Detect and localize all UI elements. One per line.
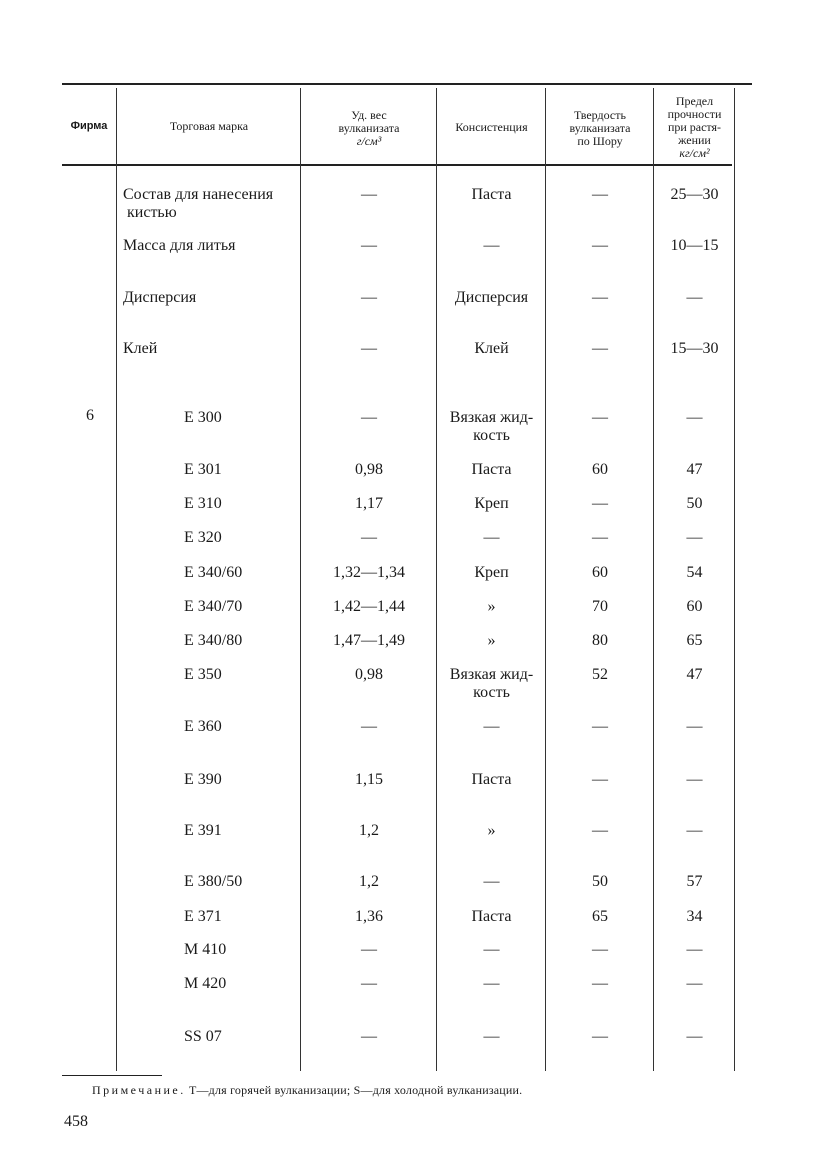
table-row-hardness: — <box>592 186 608 203</box>
header-hardness: Твердость вулканизата по Шору <box>569 108 631 148</box>
table-row-brand: Клей <box>123 340 158 357</box>
table-row-consistency: » <box>487 632 496 649</box>
table-row-hardness: — <box>592 289 608 306</box>
table-row-strength: — <box>686 975 703 992</box>
table-row-density: 1,36 <box>355 908 383 925</box>
table-row-hardness: 65 <box>592 908 608 925</box>
table-row-density: — <box>361 529 377 546</box>
table-row-brand: E 380/50 <box>184 873 243 890</box>
table-row-consistency: Вязкая жид- кость <box>449 409 534 444</box>
table-row-consistency: — <box>483 975 500 992</box>
table-row-density: 1,17 <box>355 495 383 512</box>
table-row-density: 1,2 <box>359 822 379 839</box>
table-row-consistency: Паста <box>471 186 512 203</box>
table-row-brand: E 390 <box>184 771 222 788</box>
table-row-hardness: — <box>592 975 608 992</box>
column-divider <box>653 88 654 1071</box>
table-row-density: — <box>361 186 377 203</box>
table-row-brand: E 340/80 <box>184 632 243 649</box>
table-row-density: — <box>361 409 377 426</box>
table-row-consistency: Дисперсия <box>454 289 529 306</box>
table-row-brand: E 310 <box>184 495 222 512</box>
table-row-density: 1,32—1,34 <box>333 564 405 581</box>
table-row-density: 1,2 <box>359 873 379 890</box>
table-row-density: — <box>361 941 377 958</box>
column-divider <box>116 88 117 1071</box>
table-row-consistency: — <box>483 941 500 958</box>
table-row-hardness: — <box>592 1028 608 1045</box>
table-row-strength: 47 <box>686 461 703 478</box>
table-row-strength: 60 <box>686 598 703 615</box>
table-row-hardness: — <box>592 941 608 958</box>
table-row-brand: Масса для литья <box>123 237 236 254</box>
table-row-consistency: Паста <box>471 771 512 788</box>
table-top-rule <box>62 83 752 85</box>
table-row-hardness: 60 <box>592 461 608 478</box>
table-row-hardness: — <box>592 822 608 839</box>
table-row-brand: E 340/60 <box>184 564 243 581</box>
table-row-strength: 57 <box>686 873 703 890</box>
table-row-brand: Состав для нанесения кистью <box>123 186 274 221</box>
table-row-hardness: 60 <box>592 564 608 581</box>
table-row-consistency: Паста <box>471 908 512 925</box>
table-row-brand: E 371 <box>184 908 222 925</box>
table-row-brand: E 300 <box>184 409 222 426</box>
table-row-hardness: 70 <box>592 598 608 615</box>
firm-value: 6 <box>86 407 94 424</box>
header-consistency: Консистенция <box>455 120 528 134</box>
table-row-density: 1,15 <box>355 771 383 788</box>
page-number: 458 <box>64 1113 88 1130</box>
table-row-consistency: — <box>483 1028 500 1045</box>
table-row-strength: 34 <box>686 908 703 925</box>
table-row-brand: Дисперсия <box>123 289 197 306</box>
table-row-consistency: Креп <box>474 564 509 581</box>
table-row-density: — <box>361 340 377 357</box>
table-row-consistency: Паста <box>471 461 512 478</box>
table-row-strength: 15—30 <box>670 340 719 357</box>
table-row-brand: E 360 <box>184 718 222 735</box>
table-row-brand: SS 07 <box>184 1028 222 1045</box>
table-row-density: 1,42—1,44 <box>333 598 405 615</box>
table-row-hardness: — <box>592 340 608 357</box>
table-row-strength: 54 <box>686 564 703 581</box>
header-bottom-rule <box>62 164 732 166</box>
table-row-strength: — <box>686 289 703 306</box>
table-row-strength: 47 <box>686 666 703 683</box>
header-brand: Торговая марка <box>169 119 249 133</box>
table-row-consistency: Вязкая жид- кость <box>449 666 534 701</box>
table-row-density: — <box>361 289 377 306</box>
table-row-brand: E 391 <box>184 822 222 839</box>
table-row-consistency: » <box>487 598 496 615</box>
table-row-brand: E 320 <box>184 529 222 546</box>
table-row-hardness: — <box>592 771 608 788</box>
table-row-brand: E 350 <box>184 666 222 683</box>
table-row-hardness: 80 <box>592 632 608 649</box>
table-row-strength: — <box>686 718 703 735</box>
header-density: Уд. вес вулканизата г/см³ <box>338 108 400 148</box>
table-row-consistency: — <box>483 529 500 546</box>
table-row-strength: 10—15 <box>670 237 719 254</box>
table-row-consistency: Клей <box>474 340 509 357</box>
table-row-hardness: 52 <box>592 666 608 683</box>
table-row-consistency: » <box>487 822 496 839</box>
table-row-brand: M 420 <box>184 975 227 992</box>
table-row-density: — <box>361 975 377 992</box>
table-row-brand: M 410 <box>184 941 227 958</box>
table-row-strength: — <box>686 1028 703 1045</box>
table-row-strength: — <box>686 941 703 958</box>
table-row-strength: 25—30 <box>670 186 719 203</box>
footnote-label: Примечание. <box>92 1083 186 1097</box>
table-row-strength: 65 <box>686 632 703 649</box>
table-row-density: — <box>361 1028 377 1045</box>
table-row-consistency: — <box>483 718 500 735</box>
table-row-brand: E 301 <box>184 461 222 478</box>
column-divider <box>734 88 735 1071</box>
header-strength: Предел прочности при растя- жении кг/см² <box>667 94 722 160</box>
footnote <box>92 1083 522 1098</box>
table-row-consistency: — <box>483 873 500 890</box>
footnote-rule <box>62 1075 162 1076</box>
table-row-brand: E 340/70 <box>184 598 243 615</box>
table-row-consistency: Креп <box>474 495 509 512</box>
table-row-strength: — <box>686 822 703 839</box>
table-row-density: 0,98 <box>355 666 383 683</box>
table-row-density: 0,98 <box>355 461 383 478</box>
table-row-strength: — <box>686 409 703 426</box>
header-firm: Фирма <box>70 120 108 132</box>
table-row-hardness: — <box>592 237 608 254</box>
table-row-strength: — <box>686 529 703 546</box>
table-row-density: 1,47—1,49 <box>333 632 405 649</box>
column-divider <box>545 88 546 1071</box>
table-row-hardness: — <box>592 495 608 512</box>
footnote-text: T—для горячей вулканизации; S—для холодной вулканизации. <box>185 1083 523 1097</box>
table-row-strength: 50 <box>686 495 703 512</box>
table-row-hardness: — <box>592 529 608 546</box>
table-row-density: — <box>361 237 377 254</box>
table-row-consistency: — <box>483 237 500 254</box>
column-divider <box>436 88 437 1071</box>
table-row-hardness: — <box>592 718 608 735</box>
table-row-density: — <box>361 718 377 735</box>
table-row-strength: — <box>686 771 703 788</box>
table-row-hardness: 50 <box>592 873 608 890</box>
table-row-hardness: — <box>592 409 608 426</box>
